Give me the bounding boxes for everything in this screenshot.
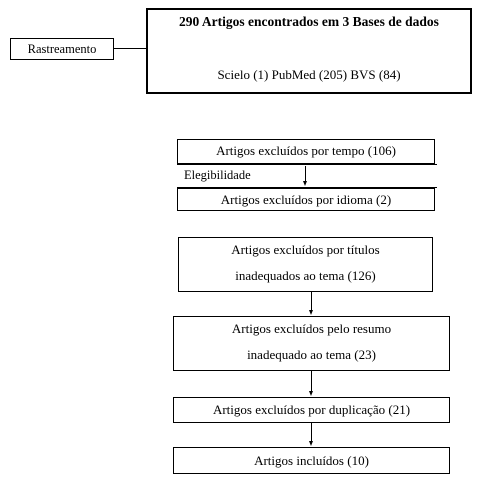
excluded-time-box: [177, 139, 435, 164]
excluded-abstract-line2: inadequado ao tema (23): [247, 347, 376, 362]
eligibility-box: [177, 164, 437, 188]
connector-rastreamento: [114, 48, 146, 49]
arrow-shaft-1: [311, 292, 312, 311]
excluded-duplicate-box: [173, 397, 450, 423]
arrow-shaft-2: [311, 371, 312, 392]
excluded-language-label: Artigos excluídos por idioma (2): [220, 192, 392, 207]
arrow-shaft-eligibility: [305, 166, 306, 181]
arrowhead-3: [309, 441, 313, 446]
articles-found-title: 290 Artigos encontrados em 3 Bases de dados: [179, 14, 439, 29]
excluded-abstract-box: [173, 316, 450, 371]
arrowhead-2: [309, 391, 313, 396]
excluded-abstract-line1: Artigos excluídos pelo resumo: [231, 321, 392, 336]
excluded-titles-line1: Artigos excluídos por títulos: [231, 242, 380, 257]
arrow-shaft-3: [311, 423, 312, 442]
excluded-titles-line2: inadequados ao tema (126): [235, 268, 376, 283]
eligibility-label: Elegibilidade: [184, 168, 251, 182]
included-box: [173, 447, 450, 474]
articles-found-box: [146, 8, 472, 94]
excluded-time-label: Artigos excluídos por tempo (106): [216, 143, 396, 158]
excluded-titles-box: [178, 237, 433, 292]
arrowhead-eligibility: [303, 181, 307, 186]
excluded-duplicate-label: Artigos excluídos por duplicação (21): [212, 402, 411, 417]
screening-box: [10, 38, 114, 60]
excluded-language-box: [177, 188, 435, 211]
included-label: Artigos incluídos (10): [254, 453, 369, 468]
articles-found-sources: Scielo (1) PubMed (205) BVS (84): [217, 67, 401, 82]
screening-label: Rastreamento: [27, 42, 97, 56]
arrowhead-1: [309, 310, 313, 315]
